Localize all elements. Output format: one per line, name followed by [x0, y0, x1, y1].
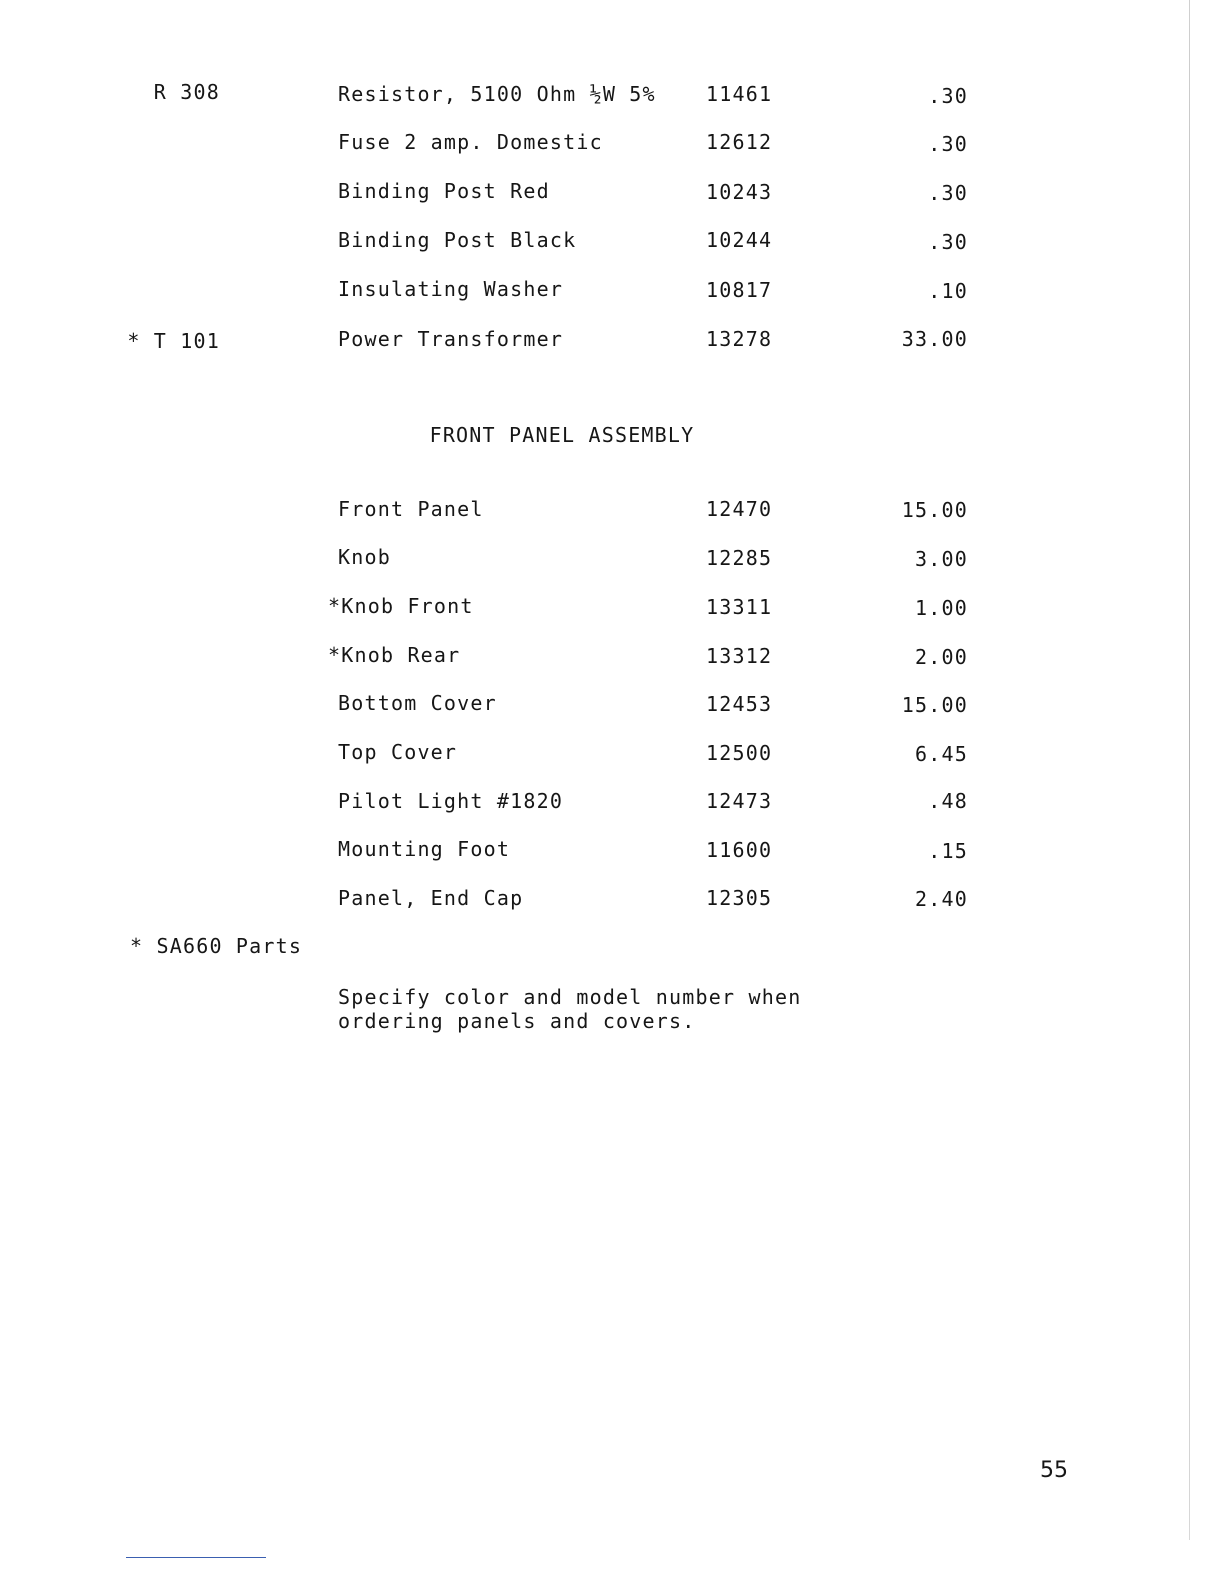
part-description: Binding Post Red: [338, 179, 550, 203]
part-price: .30: [928, 84, 968, 108]
part-number: 12305: [706, 886, 773, 910]
part-price: .15: [928, 839, 968, 863]
part-price: 3.00: [915, 547, 968, 571]
part-description: Power Transformer: [338, 327, 564, 351]
part-description: *Knob Rear: [328, 643, 461, 667]
part-price: 33.00: [901, 327, 968, 351]
part-description: Mounting Foot: [338, 837, 511, 861]
part-description: Bottom Cover: [338, 691, 497, 715]
part-number: 10817: [706, 278, 773, 302]
part-description: Panel, End Cap: [338, 886, 524, 910]
part-number: 12470: [706, 497, 773, 521]
part-number: 13312: [706, 644, 773, 668]
ref-designator: * T 101: [127, 329, 220, 353]
part-price: 2.00: [915, 645, 968, 669]
part-description: Knob: [338, 545, 391, 569]
part-description: Fuse 2 amp. Domestic: [338, 130, 603, 154]
part-number: 10243: [706, 180, 773, 204]
page-number: 55: [1040, 1458, 1068, 1483]
section-title: FRONT PANEL ASSEMBLY: [429, 423, 695, 447]
part-description: Insulating Washer: [338, 277, 564, 301]
part-description: Top Cover: [338, 740, 458, 764]
part-description: Resistor, 5100 Ohm ½W 5%: [338, 82, 656, 106]
page-edge-shadow: [1189, 0, 1190, 1540]
part-price: 2.40: [915, 887, 968, 911]
part-number: 10244: [706, 228, 773, 252]
part-price: 15.00: [901, 498, 968, 522]
ref-designator: R 308: [153, 80, 220, 104]
part-number: 13278: [706, 327, 773, 351]
part-price: .30: [928, 132, 968, 156]
part-description: Binding Post Black: [338, 228, 577, 252]
part-description: Front Panel: [338, 497, 484, 521]
part-description: Pilot Light #1820: [338, 789, 564, 813]
footnote: * SA660 Parts: [130, 934, 303, 958]
part-price: 6.45: [915, 742, 968, 766]
ordering-note: Specify color and model number when ordering panels and covers.: [338, 985, 802, 1033]
bottom-rule: [126, 1557, 266, 1558]
part-number: 12453: [706, 692, 773, 716]
part-number: 12612: [706, 130, 773, 154]
part-price: .30: [928, 230, 968, 254]
part-price: .48: [928, 789, 968, 813]
part-number: 11600: [706, 838, 773, 862]
part-price: 1.00: [915, 596, 968, 620]
part-number: 11461: [706, 82, 773, 106]
part-price: .30: [928, 181, 968, 205]
part-price: .10: [928, 279, 968, 303]
part-number: 12500: [706, 741, 773, 765]
part-number: 13311: [706, 595, 773, 619]
part-number: 12473: [706, 789, 773, 813]
part-description: *Knob Front: [328, 594, 474, 618]
part-price: 15.00: [901, 693, 968, 717]
part-number: 12285: [706, 546, 773, 570]
